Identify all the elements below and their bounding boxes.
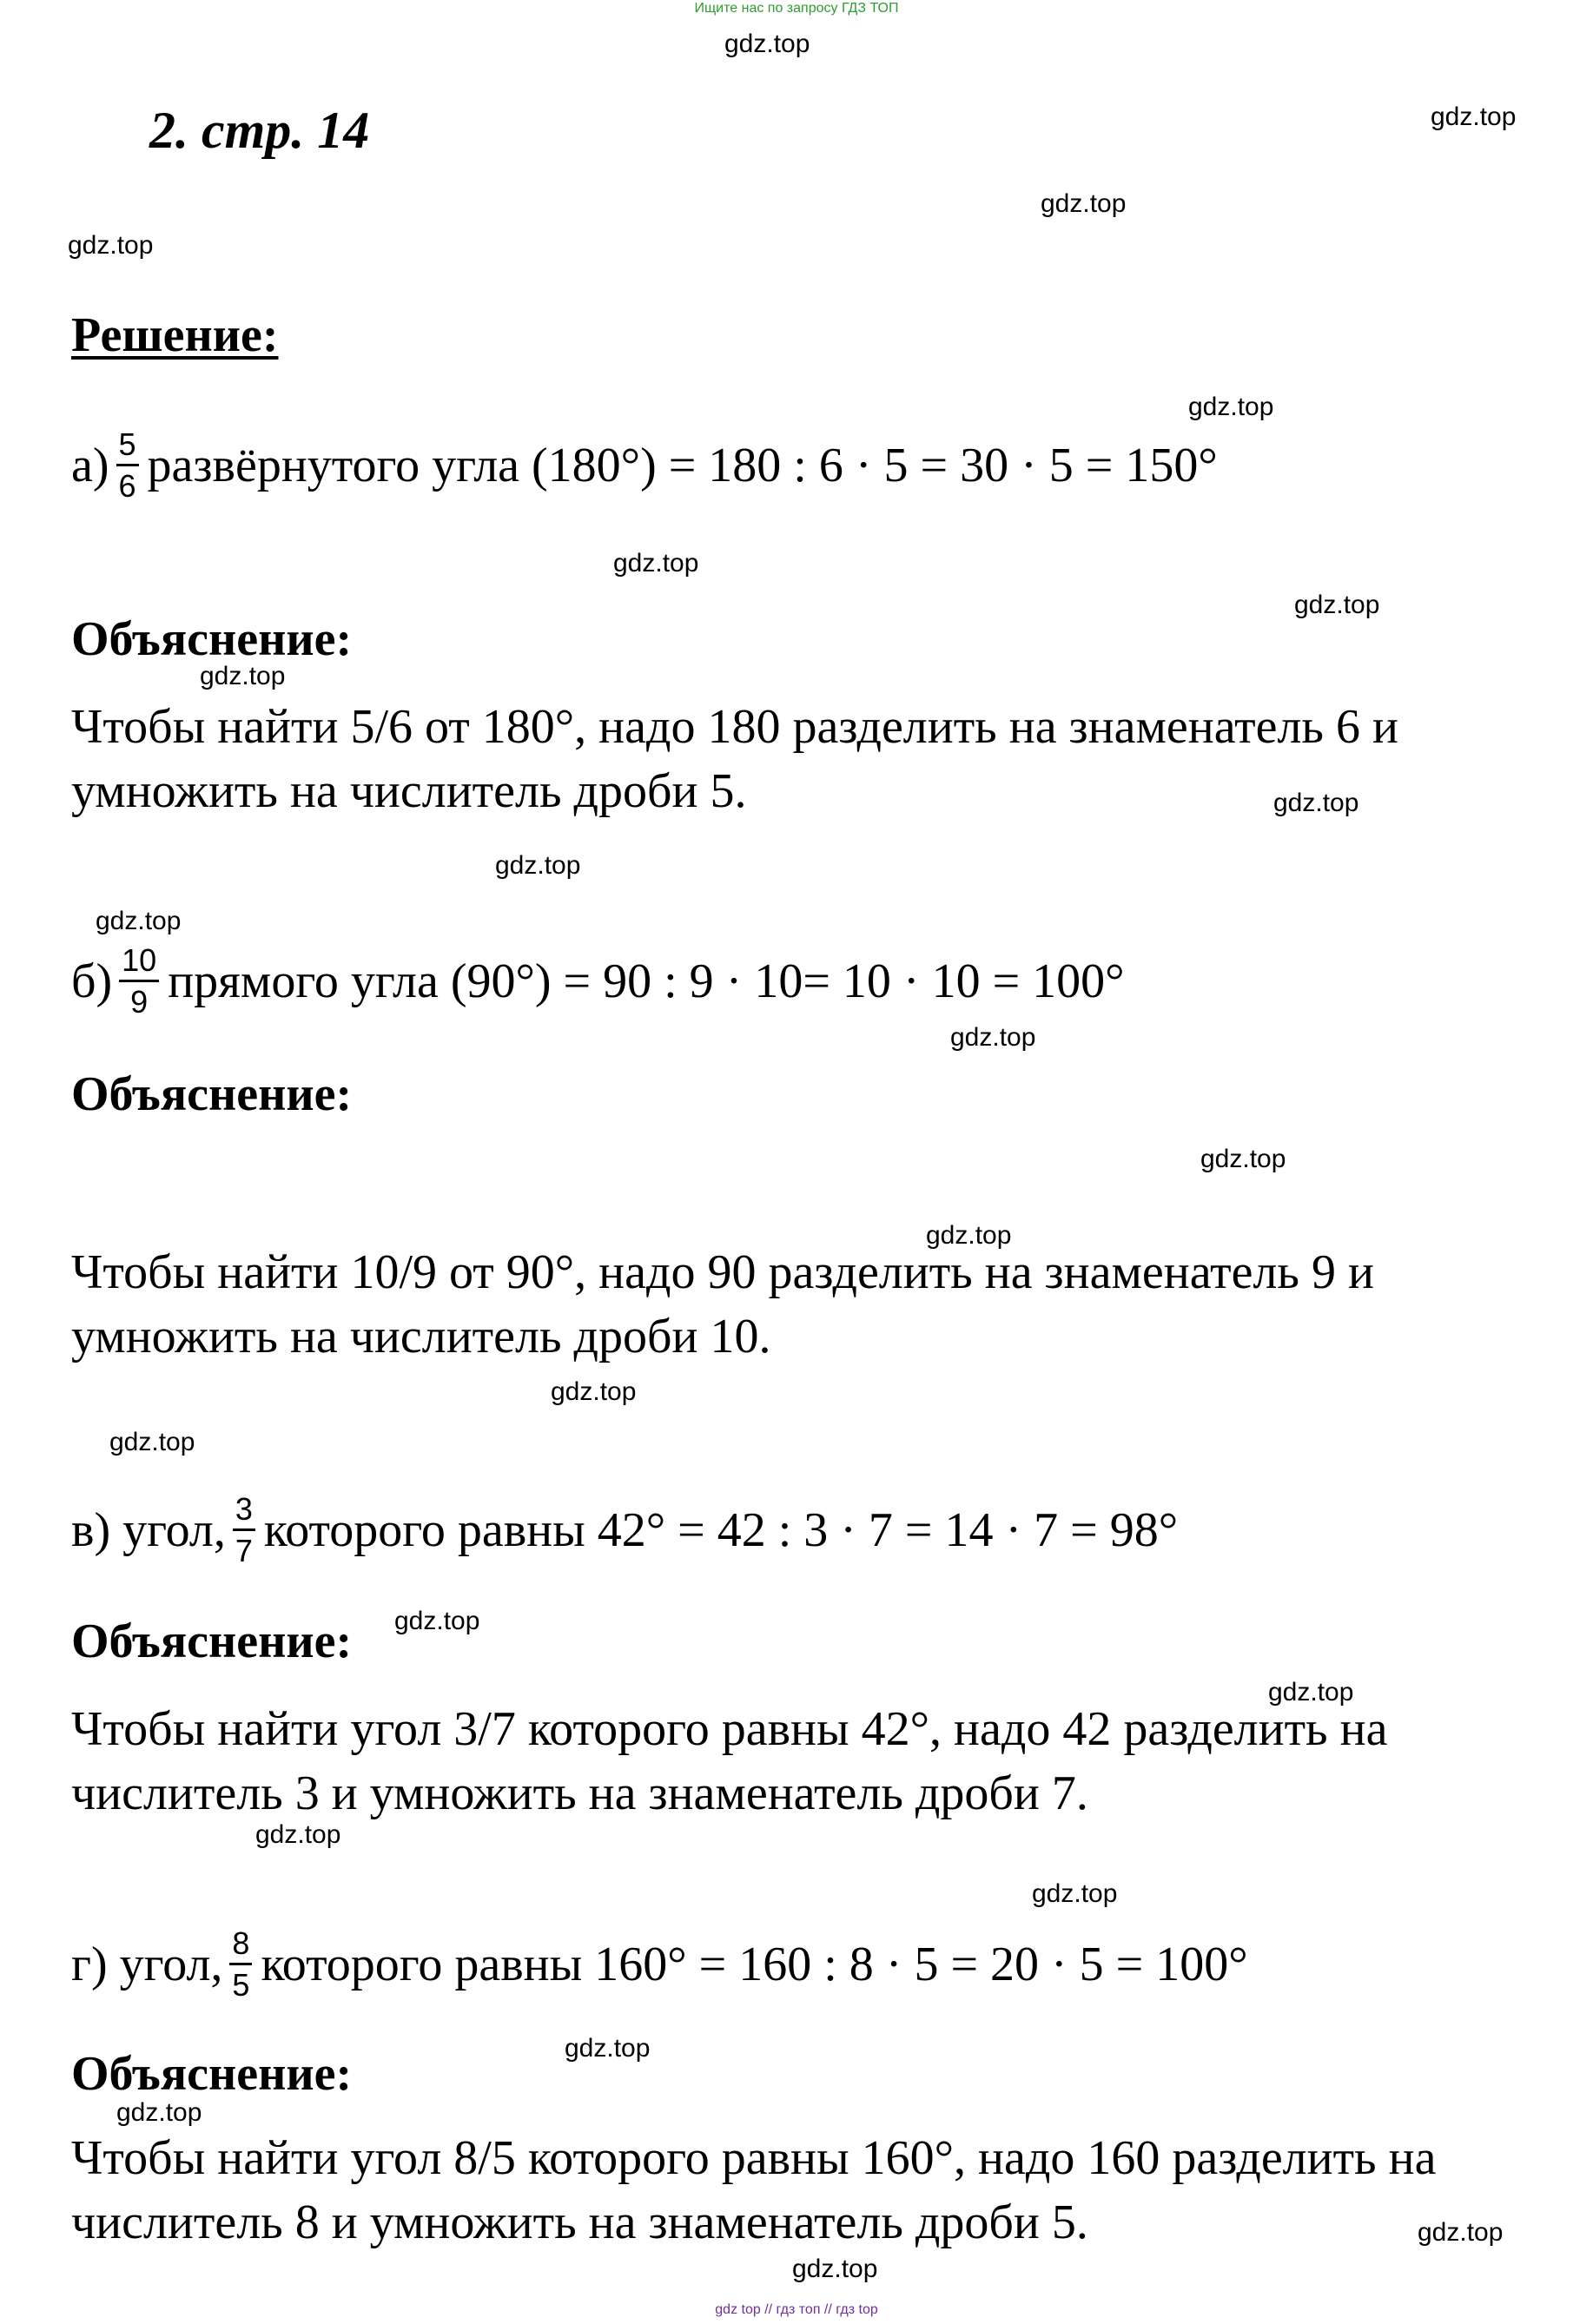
explanation-heading: Объяснение:: [71, 612, 353, 666]
watermark: gdz.top: [96, 907, 182, 935]
explanation-heading: Объяснение:: [71, 1614, 353, 1668]
watermark: gdz.top: [1032, 1879, 1118, 1908]
watermark: gdz.top: [68, 231, 154, 260]
watermark: gdz.top: [200, 662, 286, 690]
bottom-banner: gdz top // гдз топ // гдз top: [715, 2302, 878, 2317]
watermark: gdz.top: [116, 2098, 202, 2127]
fraction: [233, 1491, 255, 1568]
watermark: gdz.top: [1431, 102, 1517, 131]
explanation-text: Чтобы найти угол 8/5 которого равны 160°, надо 160 разделить на числитель 8 и умножить на знаменатель дроби 5.: [71, 2131, 1437, 2249]
explanation-text: Чтобы найти 5/6 от 180°, надо 180 разделить на знаменатель 6 и умножить на числитель дроби 5.: [71, 700, 1398, 818]
explanation-text: Чтобы найти 10/9 от 90°, надо 90 разделить на знаменатель 9 и умножить на числитель дроби 10.: [71, 1245, 1374, 1363]
watermark: gdz.top: [1268, 1678, 1354, 1707]
fraction-numerator: 3: [233, 1494, 255, 1531]
page-title: 2. стр. 14: [149, 102, 370, 159]
watermark: gdz.top: [1188, 393, 1274, 421]
watermark: gdz.top: [495, 851, 581, 880]
equation-expression: развёрнутого угла (180°) = 180 : 6 · 5 = 30 · 5 = 150°: [147, 439, 1218, 492]
watermark: gdz.top: [394, 1607, 480, 1635]
watermark: gdz.top: [792, 2255, 878, 2283]
equation-label: в) угол,: [71, 1503, 226, 1557]
watermark: gdz.top: [926, 1221, 1012, 1250]
fraction-denominator: 6: [118, 468, 136, 504]
equation-label: а): [71, 439, 109, 492]
watermark: gdz.top: [1200, 1145, 1286, 1173]
equation-g: [71, 1925, 1248, 2003]
watermark: gdz.top: [1294, 591, 1380, 619]
explanation-text: Чтобы найти угол 3/7 которого равны 42°, надо 42 разделить на числитель 3 и умножить на знаменатель дроби 7.: [71, 1702, 1388, 1820]
solution-heading: Решение:: [71, 308, 279, 362]
equation-expression: прямого угла (90°) = 90 : 9 · 10= 10 · 10 = 100°: [168, 954, 1125, 1008]
fraction-denominator: 5: [232, 1967, 250, 2003]
watermark: gdz.top: [109, 1428, 195, 1456]
equation-label: б): [71, 954, 113, 1008]
fraction: [119, 942, 159, 1020]
watermark: gdz.top: [551, 1377, 637, 1406]
fraction-numerator: 8: [229, 1928, 252, 1965]
watermark: gdz.top: [1418, 2218, 1504, 2247]
equation-a: [71, 426, 1218, 504]
explanation-heading: Объяснение:: [71, 1067, 353, 1121]
fraction-denominator: 9: [130, 984, 149, 1020]
equation-label: г) угол,: [71, 1938, 223, 1991]
fraction-numerator: 5: [116, 429, 139, 466]
equation-v: [71, 1491, 1179, 1568]
equation-expression: которого равны 42° = 42 : 3 · 7 = 14 · 7 = 98°: [263, 1503, 1179, 1557]
watermark: gdz.top: [1041, 189, 1127, 218]
watermark: gdz.top: [565, 2034, 651, 2063]
fraction: [229, 1925, 252, 2003]
fraction-denominator: 7: [235, 1533, 253, 1568]
equation-b: [71, 942, 1125, 1020]
explanation-heading: Объяснение:: [71, 2047, 353, 2101]
watermark: gdz.top: [950, 1023, 1036, 1052]
equation-expression: которого равны 160° = 160 : 8 · 5 = 20 · 5 = 100°: [261, 1938, 1248, 1991]
top-banner: Ищите нас по запросу ГДЗ ТОП: [694, 1, 899, 16]
watermark: gdz.top: [613, 549, 699, 578]
fraction: [116, 426, 139, 504]
fraction-numerator: 10: [119, 945, 159, 982]
watermark: gdz.top: [724, 30, 810, 58]
watermark: gdz.top: [1273, 789, 1359, 817]
watermark: gdz.top: [255, 1820, 341, 1849]
